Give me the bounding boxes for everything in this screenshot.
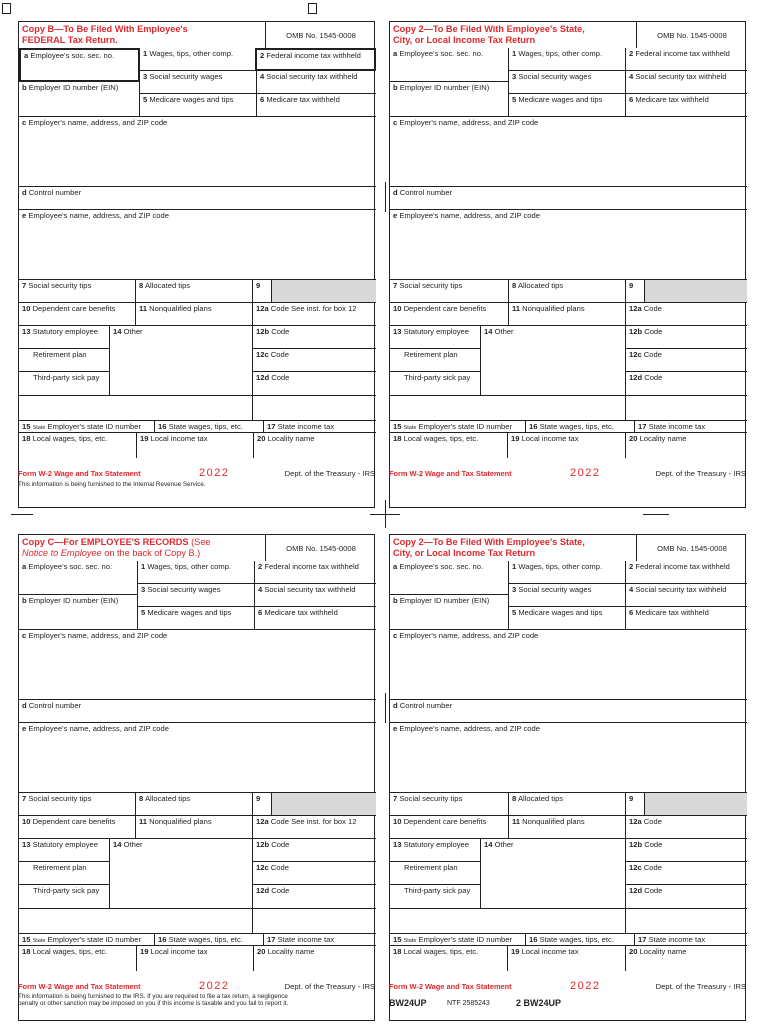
box-9-shaded (645, 793, 747, 816)
box-5-medicare-wages[interactable]: 5 Medicare wages and tips (140, 94, 257, 117)
box-15-state[interactable]: 15 State Employer's state ID number (390, 933, 526, 946)
box-14-blank (110, 909, 253, 933)
box-1-wages[interactable]: 1 Wages, tips, other comp. (509, 48, 626, 71)
box-13-retirement[interactable]: Retirement plan (390, 862, 481, 885)
box-12b[interactable]: 12b Code (253, 326, 376, 349)
dept-treasury: Dept. of the Treasury - IRS (284, 982, 375, 991)
box-1-wages[interactable]: 1 Wages, tips, other comp. (140, 48, 257, 71)
box-3-ss-wages[interactable]: 3 Social security wages (138, 584, 255, 607)
box-c-employer[interactable]: c Employer's name, address, and ZIP code (390, 117, 747, 187)
box-14-blank (481, 396, 626, 420)
corner-mark-left (2, 3, 11, 14)
stock-code-left: BW24UP (389, 998, 427, 1008)
box-a-ssn[interactable]: a Employee's soc. sec. no. (19, 48, 140, 82)
box-13-statutory[interactable]: 13 Statutory employee (390, 839, 481, 862)
form-w2-label: Form W-2 Wage and Tax Statement (18, 469, 141, 478)
tax-year: 2022 (199, 980, 230, 992)
box-4-ss-tax[interactable]: 4 Social security tax withheld (255, 584, 376, 607)
crop-mark-upper-v (385, 182, 386, 212)
box-c-employer[interactable]: c Employer's name, address, and ZIP code (19, 630, 376, 700)
dept-treasury: Dept. of the Treasury - IRS (655, 469, 746, 478)
box-13-sick-pay[interactable]: Third-party sick pay (390, 885, 481, 909)
box-c-employer[interactable]: c Employer's name, address, and ZIP code (390, 630, 747, 700)
box-9-shaded (272, 793, 376, 816)
box-9-shaded (645, 280, 747, 303)
box-8-allocated-tips[interactable]: 8 Allocated tips (509, 793, 626, 816)
box-14-other[interactable]: 14 Other (110, 839, 253, 909)
box-1-wages[interactable]: 1 Wages, tips, other comp. (138, 561, 255, 584)
tax-year: 2022 (570, 980, 601, 992)
box-13-sick-pay[interactable]: Third-party sick pay (19, 885, 110, 909)
box-5-medicare-wages[interactable]: 5 Medicare wages and tips (138, 607, 255, 630)
box-12c[interactable]: 12c Code (626, 349, 747, 372)
box-4-ss-tax[interactable]: 4 Social security tax withheld (626, 71, 747, 94)
box-12a[interactable]: 12a Code (626, 816, 747, 839)
box-6-medicare-tax[interactable]: 6 Medicare tax withheld (257, 94, 376, 117)
box-9: 9 (626, 793, 645, 816)
box-b-ein[interactable]: b Employer ID number (EIN) (390, 82, 509, 117)
box-7-ss-tips[interactable]: 7 Social security tips (19, 280, 136, 303)
box-10-dependent-care[interactable]: 10 Dependent care benefits (19, 303, 136, 326)
box-18-local-wages[interactable]: 18 Local wages, tips, etc. (19, 433, 137, 458)
box-12c[interactable]: 12c Code (626, 862, 747, 885)
omb-number: OMB No. 1545-0008 (636, 535, 747, 561)
box-d-control[interactable]: d Control number (390, 187, 747, 210)
crop-mark-right (643, 514, 669, 515)
box-c-employer[interactable]: c Employer's name, address, and ZIP code (19, 117, 376, 187)
box-8-allocated-tips[interactable]: 8 Allocated tips (136, 793, 253, 816)
box-1-wages[interactable]: 1 Wages, tips, other comp. (509, 561, 626, 584)
tax-year: 2022 (570, 467, 601, 479)
box-13-blank (19, 909, 110, 933)
box-3-ss-wages[interactable]: 3 Social security wages (140, 71, 257, 94)
copy-title: Copy B—To Be Filed With Employee's FEDERAL Tax Return. (22, 24, 188, 46)
box-2-federal-tax[interactable]: 2 Federal income tax withheld (626, 561, 747, 584)
box-20-locality[interactable]: 20 Locality name (629, 434, 687, 443)
box-13-blank (390, 909, 481, 933)
box-13-statutory[interactable]: 13 Statutory employee (19, 839, 110, 862)
footer-note: This information is being furnished to the IRS. If you are required to file a tax return, a negligence penalty or other sanction may be imposed on you if this income is taxable and you fail to report it. (18, 993, 289, 1008)
box-6-medicare-tax[interactable]: 6 Medicare tax withheld (255, 607, 376, 630)
box-2-federal-tax[interactable]: 2 Federal income tax withheld (255, 561, 376, 584)
box-18-local-wages[interactable]: 18 Local wages, tips, etc. (390, 946, 508, 971)
form-w2-label: Form W-2 Wage and Tax Statement (389, 982, 512, 991)
box-11-nonqualified[interactable]: 11 Nonqualified plans (136, 303, 253, 326)
box-9: 9 (253, 793, 272, 816)
box-e-employee[interactable]: e Employee's name, address, and ZIP code (19, 210, 376, 280)
box-14-other[interactable]: 14 Other (110, 326, 253, 396)
box-15-state[interactable]: 15 State Employer's state ID number (19, 933, 155, 946)
box-4-ss-tax[interactable]: 4 Social security tax withheld (626, 584, 747, 607)
stock-code-right: 2 BW24UP (516, 998, 562, 1008)
box-7-ss-tips[interactable]: 7 Social security tips (19, 793, 136, 816)
box-12c[interactable]: 12c Code (253, 349, 376, 372)
box-10-dependent-care[interactable]: 10 Dependent care benefits (19, 816, 136, 839)
box-a-ssn[interactable]: a Employee's soc. sec. no. (390, 561, 509, 595)
box-12b[interactable]: 12b Code (253, 839, 376, 862)
box-16-state-wages[interactable]: 16 State wages, tips, etc. (526, 420, 635, 433)
box-20-locality[interactable]: 20 Locality name (257, 947, 315, 956)
box-17-state-tax[interactable]: 17 State income tax (635, 420, 747, 433)
form-frame (18, 21, 375, 508)
box-2-federal-tax[interactable]: 2 Federal income tax withheld (626, 48, 747, 71)
box-12a[interactable]: 12a Code See inst. for box 12 (253, 816, 376, 839)
box-19-local-tax[interactable]: 19 Local income tax (508, 946, 626, 971)
box-14-blank (481, 909, 626, 933)
box-12d[interactable]: 12d Code (253, 885, 376, 909)
box-12a[interactable]: 12a Code See inst. for box 12 (253, 303, 376, 326)
box-9: 9 (626, 280, 645, 303)
form-frame (389, 21, 746, 508)
omb-number: OMB No. 1545-0008 (265, 535, 376, 561)
box-6-medicare-tax[interactable]: 6 Medicare tax withheld (626, 607, 747, 630)
box-10-dependent-care[interactable]: 10 Dependent care benefits (390, 303, 509, 326)
box-13-sick-pay[interactable]: Third-party sick pay (19, 372, 110, 396)
box-8-allocated-tips[interactable]: 8 Allocated tips (509, 280, 626, 303)
box-13-statutory[interactable]: 13 Statutory employee (19, 326, 110, 349)
box-7-ss-tips[interactable]: 7 Social security tips (390, 793, 509, 816)
box-16-state-wages[interactable]: 16 State wages, tips, etc. (526, 933, 635, 946)
box-b-ein[interactable]: b Employer ID number (EIN) (19, 595, 138, 630)
box-14-other[interactable]: 14 Other (481, 839, 626, 909)
box-13-statutory[interactable]: 13 Statutory employee (390, 326, 481, 349)
box-15-state[interactable]: 15 State Employer's state ID number (390, 420, 526, 433)
box-e-employee[interactable]: e Employee's name, address, and ZIP code (19, 723, 376, 793)
box-b-ein[interactable]: b Employer ID number (EIN) (19, 82, 140, 117)
box-18-local-wages[interactable]: 18 Local wages, tips, etc. (19, 946, 137, 971)
box-12c[interactable]: 12c Code (253, 862, 376, 885)
box-11-nonqualified[interactable]: 11 Nonqualified plans (509, 816, 626, 839)
box-11-nonqualified[interactable]: 11 Nonqualified plans (136, 816, 253, 839)
copy-title: Copy 2—To Be Filed With Employee's State, City, or Local Income Tax Return (393, 24, 585, 46)
box-11-nonqualified[interactable]: 11 Nonqualified plans (509, 303, 626, 326)
box-3-ss-wages[interactable]: 3 Social security wages (509, 71, 626, 94)
box-b-ein[interactable]: b Employer ID number (EIN) (390, 595, 509, 630)
box-18-local-wages[interactable]: 18 Local wages, tips, etc. (390, 433, 508, 458)
box-20-locality[interactable]: 20 Locality name (629, 947, 687, 956)
box-16-state-wages[interactable]: 16 State wages, tips, etc. (155, 420, 264, 433)
box-12a[interactable]: 12a Code (626, 303, 747, 326)
box-12d[interactable]: 12d Code (253, 372, 376, 396)
box-a-ssn[interactable]: a Employee's soc. sec. no. (390, 48, 509, 82)
crop-mark-center-v (385, 500, 386, 528)
box-12d[interactable]: 12d Code (626, 372, 747, 396)
box-2-federal-tax[interactable]: 2 Federal income tax withheld (255, 48, 376, 71)
form-frame (18, 534, 375, 1021)
box-12d[interactable]: 12d Code (626, 885, 747, 909)
box-15-state[interactable]: 15 State Employer's state ID number (19, 420, 155, 433)
box-13-blank (390, 396, 481, 420)
box-13-sick-pay[interactable]: Third-party sick pay (390, 372, 481, 396)
box-9: 9 (253, 280, 272, 303)
ntf-number: NTF 2585243 (447, 1000, 490, 1007)
form-w2-label: Form W-2 Wage and Tax Statement (389, 469, 512, 478)
omb-number: OMB No. 1545-0008 (636, 22, 747, 48)
box-13-retirement[interactable]: Retirement plan (390, 349, 481, 372)
box-20-locality[interactable]: 20 Locality name (257, 434, 315, 443)
box-17-state-tax[interactable]: 17 State income tax (635, 933, 747, 946)
box-d-control[interactable]: d Control number (19, 700, 376, 723)
box-12b[interactable]: 12b Code (626, 326, 747, 349)
box-a-ssn[interactable]: a Employee's soc. sec. no. (19, 561, 138, 595)
box-e-employee[interactable]: e Employee's name, address, and ZIP code (390, 210, 747, 280)
box-6-medicare-tax[interactable]: 6 Medicare tax withheld (626, 94, 747, 117)
box-9-shaded (272, 280, 376, 303)
tax-year: 2022 (199, 467, 230, 479)
copy-title: Copy 2—To Be Filed With Employee's State, City, or Local Income Tax Return (393, 537, 585, 559)
dept-treasury: Dept. of the Treasury - IRS (655, 982, 746, 991)
footer-note: This information is being furnished to the Internal Revenue Service. (18, 481, 206, 488)
box-3-ss-wages[interactable]: 3 Social security wages (509, 584, 626, 607)
box-12b[interactable]: 12b Code (626, 839, 747, 862)
box-19-local-tax[interactable]: 19 Local income tax (508, 433, 626, 458)
form-frame (389, 534, 746, 1021)
crop-mark-lower-v (385, 693, 386, 723)
omb-number: OMB No. 1545-0008 (265, 22, 376, 48)
box-17-state-tax[interactable]: 17 State income tax (264, 933, 376, 946)
box-14-other[interactable]: 14 Other (481, 326, 626, 396)
box-d-control[interactable]: d Control number (19, 187, 376, 210)
copy-title: Copy C—For EMPLOYEE'S RECORDS (See Notice to Employee on the back of Copy B.) (22, 537, 211, 559)
box-14-blank (110, 396, 253, 420)
box-13-retirement[interactable]: Retirement plan (19, 349, 110, 372)
box-19-local-tax[interactable]: 19 Local income tax (137, 433, 254, 458)
form-w2-label: Form W-2 Wage and Tax Statement (18, 982, 141, 991)
box-19-local-tax[interactable]: 19 Local income tax (137, 946, 254, 971)
box-13-retirement[interactable]: Retirement plan (19, 862, 110, 885)
box-7-ss-tips[interactable]: 7 Social security tips (390, 280, 509, 303)
box-16-state-wages[interactable]: 16 State wages, tips, etc. (155, 933, 264, 946)
box-d-control[interactable]: d Control number (390, 700, 747, 723)
box-4-ss-tax[interactable]: 4 Social security tax withheld (257, 71, 376, 94)
box-8-allocated-tips[interactable]: 8 Allocated tips (136, 280, 253, 303)
box-5-medicare-wages[interactable]: 5 Medicare wages and tips (509, 94, 626, 117)
box-17-state-tax[interactable]: 17 State income tax (264, 420, 376, 433)
box-10-dependent-care[interactable]: 10 Dependent care benefits (390, 816, 509, 839)
box-5-medicare-wages[interactable]: 5 Medicare wages and tips (509, 607, 626, 630)
corner-mark-center (308, 3, 317, 14)
dept-treasury: Dept. of the Treasury - IRS (284, 469, 375, 478)
box-e-employee[interactable]: e Employee's name, address, and ZIP code (390, 723, 747, 793)
crop-mark-left (11, 514, 33, 515)
box-13-blank (19, 396, 110, 420)
